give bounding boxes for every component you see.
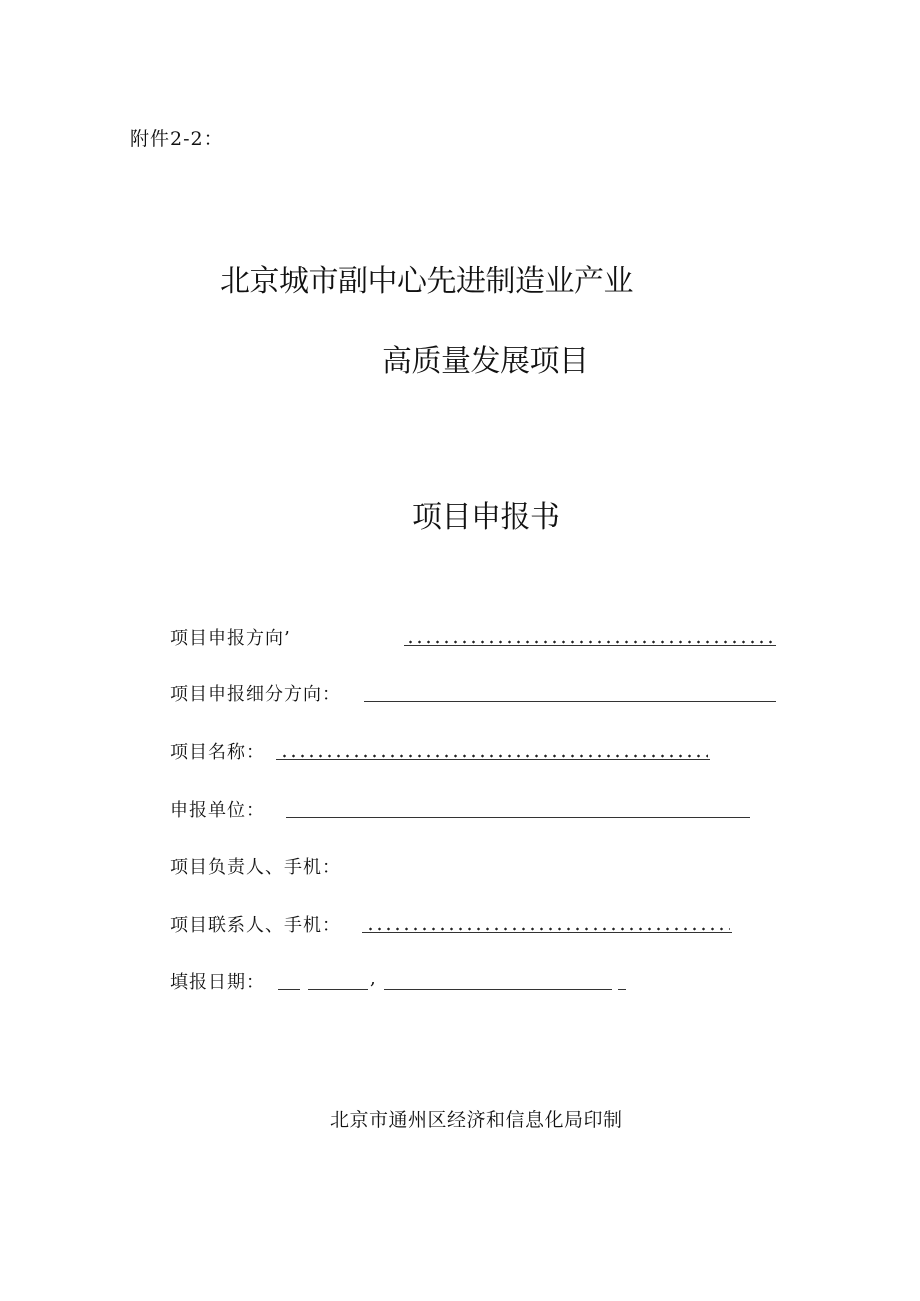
field-project-leader <box>170 853 790 883</box>
field-label-applicant-unit: 申报单位： <box>170 800 265 821</box>
issuer-footer: 北京市通州区经济和信息化局印制 <box>330 1109 623 1131</box>
dotted-fill <box>280 746 708 760</box>
fill-in-line[interactable] <box>404 645 776 646</box>
field-sub-direction <box>170 680 790 710</box>
field-fill-date <box>170 968 790 998</box>
field-label-fill-date: 填报日期： <box>170 972 265 993</box>
field-label-application-direction: 项目申报方向’ <box>170 628 291 649</box>
fill-in-line[interactable] <box>276 759 710 760</box>
date-separator: , <box>370 968 376 989</box>
field-label-project-contact: 项目联系人、手机： <box>170 915 341 936</box>
field-applicant-unit <box>170 796 790 826</box>
dotted-fill <box>366 919 730 933</box>
date-year-line-a[interactable] <box>278 989 300 990</box>
document-title-line-3: 项目申报书 <box>412 500 560 535</box>
date-month-day-line[interactable] <box>384 989 612 990</box>
fill-in-line[interactable] <box>286 817 750 818</box>
fill-in-line[interactable] <box>362 932 732 933</box>
fill-in-line[interactable] <box>364 701 776 702</box>
field-project-name <box>170 738 790 768</box>
field-label-project-leader: 项目负责人、手机： <box>170 857 341 878</box>
attachment-label: 附件2-2： <box>130 128 224 150</box>
field-label-sub-direction: 项目申报细分方向： <box>170 684 341 705</box>
document-title-line-1: 北京城市副中心先进制造业产业 <box>220 264 633 299</box>
field-label-project-name: 项目名称： <box>170 742 265 763</box>
field-application-direction <box>170 624 790 654</box>
dotted-fill <box>406 632 776 646</box>
date-year-line-b[interactable] <box>308 989 368 990</box>
document-title-line-2: 高质量发展项目 <box>382 344 589 379</box>
field-project-contact <box>170 911 790 941</box>
date-end-line[interactable] <box>618 989 626 990</box>
